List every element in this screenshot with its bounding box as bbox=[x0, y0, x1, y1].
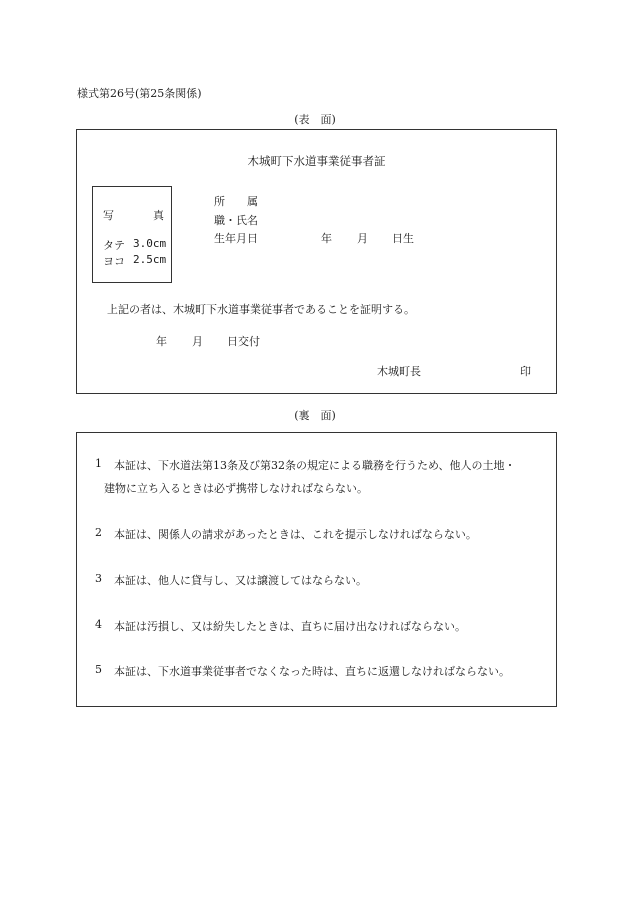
list-item-number: 1 bbox=[95, 457, 102, 470]
list-item-text: 本証は汚損し、又は紛失したときは、直ちに届け出なければならない。 bbox=[114, 620, 466, 633]
photo-height-label: タテ bbox=[103, 239, 125, 252]
photo-label-left: 写 bbox=[103, 209, 114, 222]
back-side-label: (裏 面) bbox=[294, 409, 336, 422]
front-card bbox=[76, 129, 557, 394]
list-item-text: 本証は、関係人の請求があったときは、これを提示しなければならない。 bbox=[114, 528, 477, 541]
list-item-text: 本証は、下水道法第13条及び第32条の規定による職務を行うため、他人の土地・ bbox=[114, 459, 516, 472]
field-birthdate: 生年月日 bbox=[214, 232, 258, 245]
photo-width-label: ヨコ bbox=[103, 255, 125, 268]
issue-year: 年 bbox=[156, 335, 167, 348]
field-birth-year: 年 bbox=[321, 232, 332, 245]
card-title: 木城町下水道事業従事者証 bbox=[247, 154, 386, 168]
list-item-number: 3 bbox=[95, 572, 102, 585]
form-number: 様式第26号(第25条関係) bbox=[77, 87, 202, 100]
issue-month: 月 bbox=[192, 335, 203, 348]
field-position-name: 職・氏名 bbox=[214, 214, 258, 227]
field-affiliation: 所 属 bbox=[214, 195, 258, 208]
list-item-continuation: 建物に立ち入るときは必ず携帯しなければならない。 bbox=[104, 482, 368, 495]
list-item-number: 2 bbox=[95, 526, 102, 539]
list-item-text: 本証は、他人に貸与し、又は譲渡してはならない。 bbox=[114, 574, 367, 587]
list-item-number: 4 bbox=[95, 618, 102, 631]
issue-day: 日交付 bbox=[227, 335, 260, 348]
front-side-label: (表 面) bbox=[294, 113, 336, 126]
seal: 印 bbox=[520, 365, 531, 378]
back-card bbox=[76, 432, 557, 707]
issuer: 木城町長 bbox=[377, 365, 421, 378]
list-item-number: 5 bbox=[95, 663, 102, 676]
photo-width-value: 2.5cm bbox=[133, 253, 167, 266]
photo-height-value: 3.0cm bbox=[133, 237, 167, 250]
field-birth-day: 日生 bbox=[392, 232, 414, 245]
photo-box bbox=[92, 186, 172, 283]
field-birth-month: 月 bbox=[357, 232, 368, 245]
photo-label-right: 真 bbox=[153, 209, 164, 222]
certification-text: 上記の者は、木城町下水道事業従事者であることを証明する。 bbox=[107, 303, 415, 316]
list-item-text: 本証は、下水道事業従事者でなくなった時は、直ちに返還しなければならない。 bbox=[114, 665, 510, 678]
